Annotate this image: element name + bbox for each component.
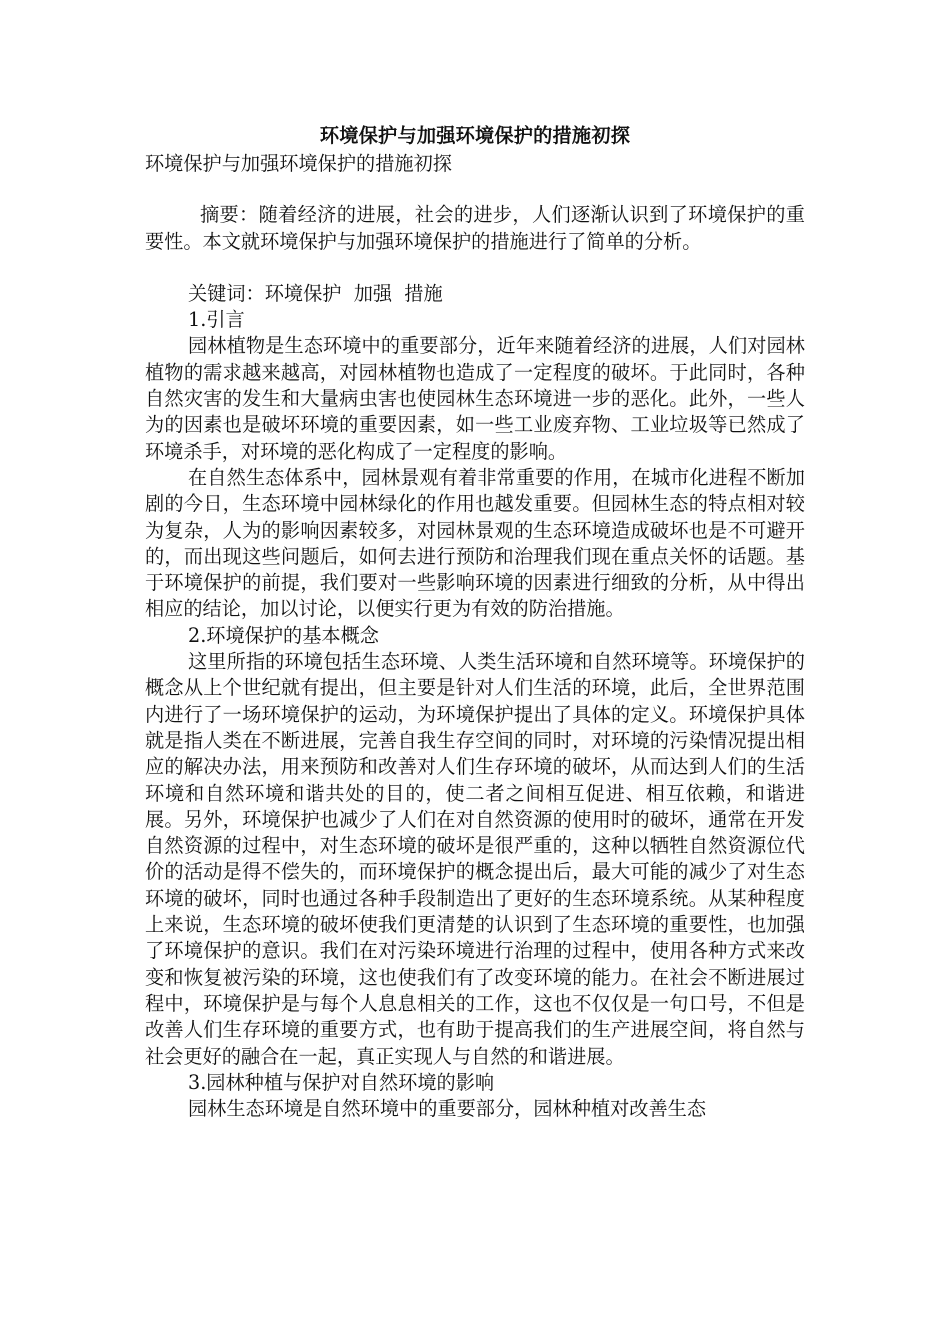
section-3-heading: 3.园林种植与保护对自然环境的影响	[188, 1070, 495, 1094]
section-2-paragraph-1: 这里所指的环境包括生态环境、人类生活环境和自然环境等。环境保护的概念从上个世纪就有提出，但主要是针对人们生活的环境，此后，全世界范围内进行了一场环境保护的运动，为环境保护提出了具体的定义。环境保护具体就是指人类在不断进展，完善自我生存空间的同时，对环境的污染情况提出相应的解决办法，用来预防和改善对人们生存环境的破坏，从而达到人们的生活环境和自然环境和谐共处的目的，使二者之间相互促进、相互依赖，和谐进展。另外，环境保护也减少了人们在对自然资源的使用时的破坏，通常在开发自然资源的过程中，对生态环境的破坏是很严重的，这种以牺牲自然资源位代价的活动是得不偿失的，而环境保护的概念提出后，最大可能的减少了对生态环境的破坏，同时也通过各种手段制造出了更好的生态环境系统。从某种程度上来说，生态环境的破坏使我们更清楚的认识到了生态环境的重要性，也加强了环境保护的意识。我们在对污染环境进行治理的过程中，使用各种方式来改变和恢复被污染的环境，这也使我们有了改变环境的能力。在社会不断进展过程中，环境保护是与每个人息息相关的工作，这也不仅仅是一句口号，不但是改善人们生存环境的重要方式，也有助于提高我们的生产进展空间，将自然与社会更好的融合在一起，真正实现人与自然的和谐进展。	[145, 650, 805, 1068]
section-3-paragraph-1: 园林生态环境是自然环境中的重要部分，园林种植对改善生态	[188, 1097, 707, 1121]
section-1-heading: 1.引言	[188, 308, 245, 332]
keywords-line: 关键词：环境保护 加强 措施	[188, 281, 443, 305]
section-2-heading: 2.环境保护的基本概念	[188, 623, 379, 647]
section-1-paragraph-1: 园林植物是生态环境中的重要部分，近年来随着经济的进展，人们对园林植物的需求越来越高，对园林植物也造成了一定程度的破坏。于此同时，各种自然灾害的发生和大量病虫害也使园林生态环境进一步的恶化。此外，一些人为的因素也是破坏环境的重要因素，如一些工业废弃物、工业垃圾等已然成了环境杀手，对环境的恶化构成了一定程度的影响。	[145, 334, 805, 463]
abstract-paragraph: 摘要：随着经济的进展，社会的进步，人们逐渐认识到了环境保护的重要性。本文就环境保护与加强环境保护的措施进行了简单的分析。	[145, 203, 805, 253]
section-1-paragraph-2: 在自然生态体系中，园林景观有着非常重要的作用，在城市化进程不断加剧的今日，生态环境中园林绿化的作用也越发重要。但园林生态的特点相对较为复杂，人为的影响因素较多，对园林景观的生态环境造成破坏也是不可避开的，而出现这些问题后，如何去进行预防和治理我们现在重点关怀的话题。基于环境保护的前提，我们要对一些影响环境的因素进行细致的分析，从中得出相应的结论，加以讨论，以便实行更为有效的防治措施。	[145, 465, 805, 621]
document-page	[145, 121, 805, 1122]
document-subtitle: 环境保护与加强环境保护的措施初探	[145, 152, 452, 175]
document-title: 环境保护与加强环境保护的措施初探	[319, 124, 631, 147]
